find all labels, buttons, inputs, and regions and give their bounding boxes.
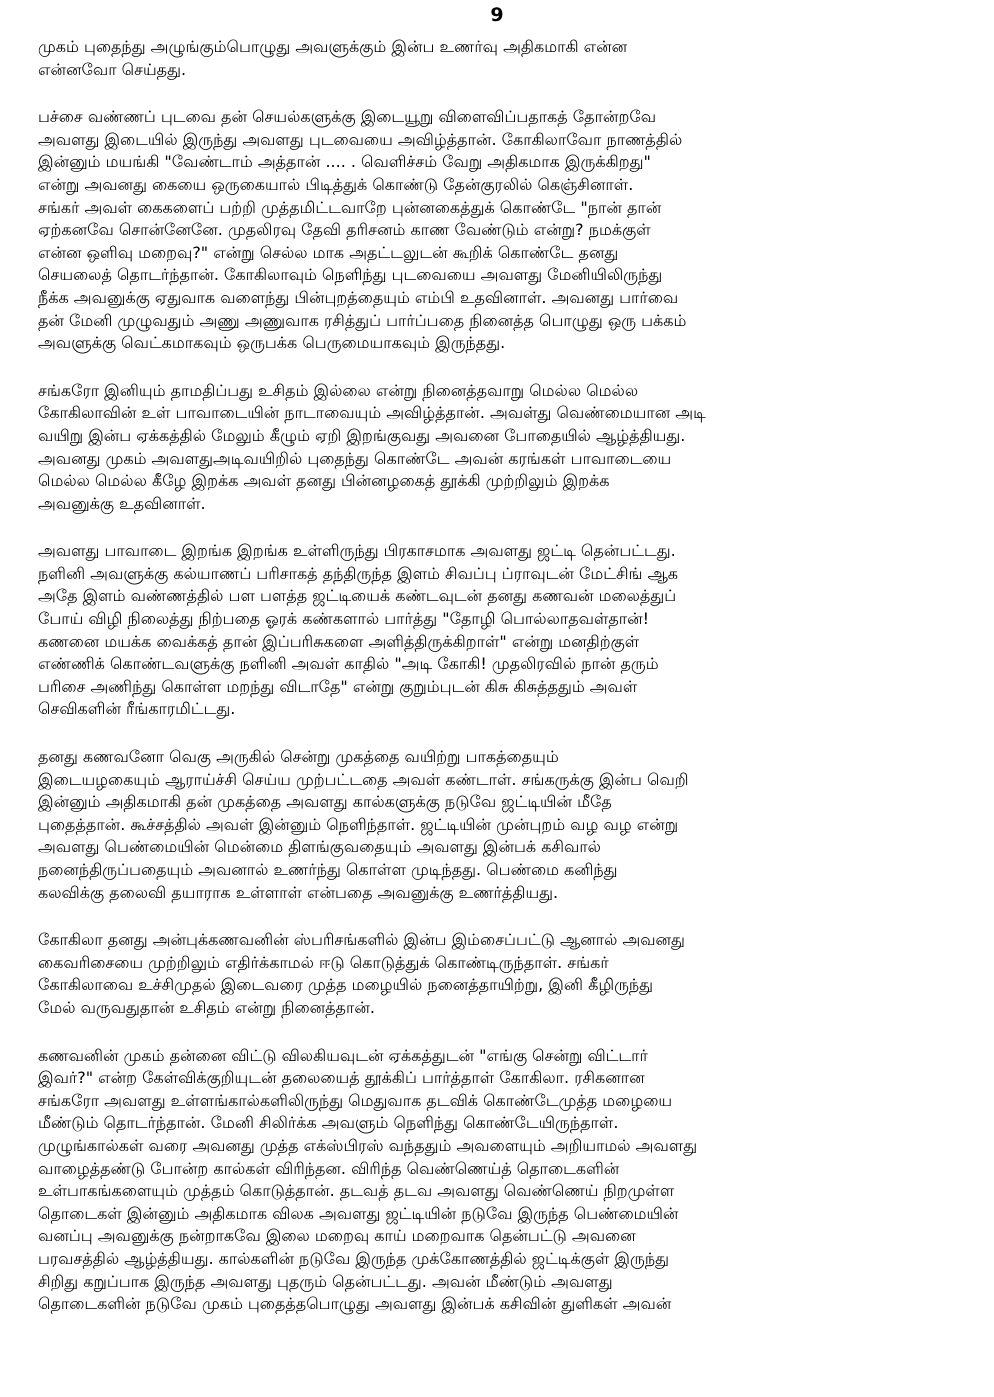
text-line: எண்ணிக் கொண்டவளுக்கு நளினி அவள் காதில் "அடி கோகி! முதலிரவில் நான் தரும் (38, 654, 659, 674)
text-line: தன் மேனி முழுவதும் அணு அணுவாக ரசித்துப் பார்ப்பதை நினைத்த பொழுது ஒரு பக்கம் (38, 310, 687, 330)
paragraph (38, 106, 968, 355)
paragraph (38, 746, 968, 904)
text-line: என்னவோ செய்தது. (38, 59, 187, 79)
text-line: முழுங்கால்கள் வரை அவனது முத்த எக்ஸ்பிரஸ் வந்ததும் அவளையும் அறியாமல் அவளது (38, 1135, 698, 1155)
text-line: ஏற்கனவே சொன்னேனே. முதலிரவு தேவி தரிசனம் காண வேண்டும் என்று? நமக்குள் (38, 220, 651, 240)
text-line: சங்கரோ அவளது உள்ளங்கால்களிலிருந்து மெதுவாக தடவிக் கொண்டேமுத்த மழையை (38, 1090, 673, 1110)
text-line: அதே இளம் வண்ணத்தில் பள பளத்த ஜட்டியைக் கண்டவுடன் தனது கணவன் மலைத்துப் (38, 586, 677, 606)
paragraph (38, 1045, 968, 1316)
text-line: போய் விழி நிலைத்து நிற்பதை ஓரக் கண்களால் பார்த்து "தோழி பொல்லாதவள்தான்! (38, 609, 650, 629)
text-line: தொடைகளின் நடுவே முகம் புதைத்தபொழுது அவளது இன்பக் கசிவின் துளிகள் அவன் (38, 1294, 672, 1314)
text-line: நனைந்திருப்பதையும் அவனால் உணர்ந்து கொள்ள முடிந்தது. பெண்மை கனிந்து (38, 860, 618, 879)
text-line: இன்னும் அதிகமாகி தன் முகத்தை அவளது கால்களுக்கு நடுவே ஜட்டியின் மீதே (38, 792, 612, 812)
text-line: கணனை மயக்க வைக்கத் தான் இப்பரிசுகளை அளித்திருக்கிறாள்" என்று மனதிற்குள் (38, 631, 640, 651)
text-line: என்ன ஒளிவு மறைவு?" என்று செல்ல மாக அதட்டலுடன் கூறிக் கொண்டே தனது (38, 242, 619, 262)
text-line: என்று அவனது கையை ஒருகையால் பிடித்துக் கொண்டு தேன்குரலில் கெஞ்சினாள். (38, 174, 634, 194)
text-line: மெல்ல மெல்ல கீழே இறக்க அவள் தனது பின்னழகைத் தூக்கி முற்றிலும் இறக்க (38, 471, 610, 491)
text-line: பச்சை வண்ணப் புடவை தன் செயல்களுக்கு இடையூறு விளைவிப்பதாகத் தோன்றவே (38, 107, 657, 127)
text-line: மீண்டும் தொடர்ந்தான். மேனி சிலிர்க்க அவளும் நெளிந்து கொண்டேயிருந்தாள். (38, 1113, 619, 1133)
text-line: சங்கர் அவள் கைகளைப் பற்றி முத்தமிட்டவாறே புன்னகைத்துக் கொண்டே "நான் தான் (38, 197, 662, 217)
text-line: இடையழகையும் ஆராய்ச்சி செய்ய முற்பட்டதை அவள் கண்டாள். சங்கருக்கு இன்ப வெறி (38, 769, 689, 789)
text-line: கோகிலாவை உச்சிமுதல் இடைவரை முத்த மழையில் நனைத்தாயிற்று, இனி கீழிருந்து (38, 975, 654, 995)
page-number: 9 (490, 4, 504, 26)
text-line: புதைத்தான். கூச்சத்தில் அவள் இன்னும் நெளிந்தாள். ஜட்டியின் முன்புறம் வழ வழ என்று (38, 814, 679, 834)
text-line: நீக்க அவனுக்கு ஏதுவாக வளைந்து பின்புறத்தையும் எம்பி உதவினாள். அவனது பார்வை (38, 287, 679, 307)
text-line: சங்கரோ இனியும் தாமதிப்பது உசிதம் இல்லை என்று நினைத்தவாறு மெல்ல மெல்ல (38, 380, 639, 400)
text-line: கலவிக்கு தலைவி தயாராக உள்ளாள் என்பதை அவனுக்கு உணர்த்தியது. (38, 882, 559, 902)
text-line: நளினி அவளுக்கு கல்யாணப் பரிசாகத் தந்திருந்த இளம் சிவப்பு ப்ராவுடன் மேட்சிங் ஆக (38, 563, 679, 583)
text-line: கோகிலா தனது அன்புக்கணவனின் ஸ்பரிசங்களில் இன்ப இம்சைப்பட்டு ஆனால் அவனது (38, 930, 685, 950)
paragraph (38, 540, 968, 721)
text-line: வயிறு இன்ப ஏக்கத்தில் மேலும் கீழும் ஏறி இறங்குவது அவனை போதையில் ஆழ்த்தியது. (38, 425, 686, 445)
text-line: பரவசத்தில் ஆழ்த்தியது. கால்களின் நடுவே இருந்த முக்கோணத்தில் ஜட்டிக்குள் இருந்து (38, 1248, 669, 1268)
text-line: முகம் புதைந்து அழுங்கும்பொழுது அவளுக்கும் இன்ப உணர்வு அதிகமாகி என்ன (38, 37, 628, 56)
text-line: உள்பாகங்களையும் முத்தம் கொடுத்தான். தடவத் தடவ அவளது வெண்ணெய் நிறமுள்ள (38, 1181, 675, 1201)
text-line: அவனுக்கு உதவினாள். (38, 493, 206, 513)
text-line: சிறிது கறுப்பாக இருந்த அவளது புதரும் தென்பட்டது. அவன் மீண்டும் அவளது (38, 1271, 613, 1291)
body-text (38, 36, 968, 1341)
text-line: தனது கணவனோ வெகு அருகில் சென்று முகத்தை வயிற்று பாகத்தையும் (38, 747, 559, 767)
paragraph (38, 929, 968, 1019)
text-line: அவனது முகம் அவளதுஅடிவயிறில் புதைந்து கொண்டே அவன் கரங்கள் பாவாடையை (38, 448, 672, 468)
text-line: தொடைகள் இன்னும் அதிகமாக விலக அவளது ஜட்டியின் நடுவே இருந்த பெண்மையின் (38, 1203, 679, 1223)
text-line: இன்னும் மயங்கி "வேண்டாம் அத்தான் .... . வெளிச்சம் வேறு அதிகமாக இருக்கிறது" (38, 152, 651, 172)
text-line: அவளுக்கு வெட்கமாகவும் ஒருபக்க பெருமையாகவும் இருந்தது. (38, 333, 506, 353)
text-line: அவளது பாவாடை இறங்க இறங்க உள்ளிருந்து பிரகாசமாக அவளது ஜட்டி தென்பட்டது. (38, 541, 676, 561)
text-line: வனப்பு அவனுக்கு நன்றாகவே இலை மறைவு காய் மறைவாக தென்பட்டு அவனை (38, 1226, 636, 1246)
text-line: செவிகளின் ரீங்காரமிட்டது. (38, 699, 236, 719)
text-line: அவளது பெண்மையின் மென்மை திளங்குவதையும் அவளது இன்பக் கசிவால் (38, 837, 601, 857)
text-line: கோகிலாவின் உள் பாவாடையின் நாடாவையும் அவிழ்த்தான். அவள்து வெண்மையான அடி (38, 403, 706, 423)
paragraph (38, 380, 968, 516)
text-line: கணவனின் முகம் தன்னை விட்டு விலகியவுடன் ஏக்கத்துடன் "எங்கு சென்று விட்டார் (38, 1045, 648, 1065)
text-line: இவர்?" என்ற கேள்விக்குறியுடன் தலையைத் தூக்கிப் பார்த்தாள் கோகிலா. ரசிகனான (38, 1068, 645, 1088)
paragraph (38, 36, 968, 81)
text-line: மேல் வருவதுதான் உசிதம் என்று நினைத்தான். (38, 997, 375, 1017)
text-line: பரிசை அணிந்து கொள்ள மறந்து விடாதே" என்று குறும்புடன் கிசு கிசுத்ததும் அவள் (38, 676, 638, 696)
text-line: அவளது இடையில் இருந்து அவளது புடவையை அவிழ்த்தான். கோகிலாவோ நாணத்தில் (38, 129, 683, 149)
text-line: செயலைத் தொடர்ந்தான். கோகிலாவும் நெளிந்து புடவையை அவளது மேனியிலிருந்து (38, 265, 663, 285)
text-line: கைவரிசையை முற்றிலும் எதிர்க்காமல் ஈடு கொடுத்துக் கொண்டிருந்தாள். சங்கர் (38, 952, 609, 972)
text-line: வாழைத்தண்டு போன்ற கால்கள் விரிந்தன. விரிந்த வெண்ணெய்த் தொடைகளின் (38, 1158, 620, 1178)
